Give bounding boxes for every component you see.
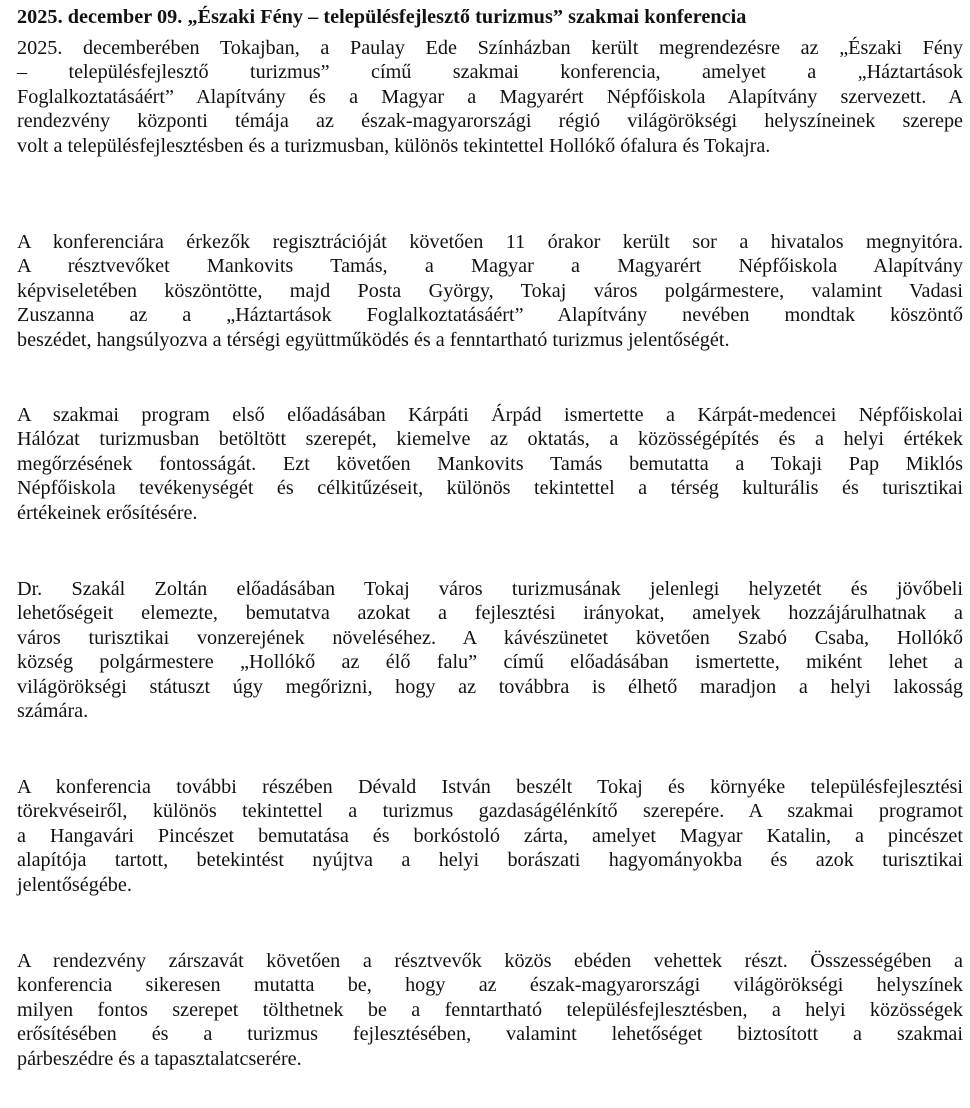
text-line: lehetőségeit elemezte, bemutatva azokat a fejlesztési irányokat, amelyek hozzájárulhatnak a xyxy=(17,602,963,625)
text-line: község polgármestere „Hollókő az élő falu” című előadásában ismertette, miként lehet a xyxy=(17,651,963,674)
paragraph-opening xyxy=(17,36,963,158)
text-line: megőrzésének fontosságát. Ezt követően Mankovits Tamás bemutatta a Tokaji Pap Miklós xyxy=(17,452,963,475)
text-line: számára. xyxy=(17,699,89,722)
text-line: A rendezvény zárszavát követően a résztvevők közös ebéden vehettek részt. Összességében a xyxy=(17,950,963,972)
text-line: város turisztikai vonzerejének növeléséhez. A kávészünetet követően Szabó Csaba, Hollókő xyxy=(17,626,963,649)
text-line: rendezvény központi témája az észak-magyarországi régió világörökségi helyszíneinek szerepe xyxy=(17,110,963,133)
text-line: erősítésében és a turizmus fejlesztésében, valamint lehetőséget biztosított a szakmai xyxy=(17,1023,963,1046)
text-line: világörökségi státuszt úgy megőrizni, hogy az továbbra is élhető maradjon a helyi lakosság xyxy=(17,675,963,698)
paragraph-first-lecture xyxy=(17,403,963,525)
text-line: volt a településfejlesztésben és a turizmusban, különös tekintettel Hollókő ófalura és Tokajra. xyxy=(17,134,771,157)
paragraph-winery xyxy=(17,775,963,897)
text-line: beszédet, hangsúlyozva a térségi együttműködés és a fenntartható turizmus jelentőségét. xyxy=(17,328,730,351)
text-line: A résztvevőket Mankovits Tamás, a Magyar a Magyarért Népfőiskola Alapítvány xyxy=(17,255,963,278)
paragraph-tokaj-holloko xyxy=(17,577,963,723)
text-line: képviseletében köszöntötte, majd Posta György, Tokaj város polgármestere, valamint Vadasi xyxy=(17,279,963,302)
text-line: Zuszanna az a „Háztartások Foglalkoztatásáért” Alapítvány nevében mondtak köszöntő xyxy=(17,304,963,327)
text-line: párbeszédre és a tapasztalatcserére. xyxy=(17,1047,302,1070)
text-line: törekvéseiről, különös tekintettel a turizmus gazdaságélénkítő szerepére. A szakmai programot xyxy=(17,800,963,823)
text-line: konferencia sikeresen mutatta be, hogy az észak-magyarországi világörökségi helyszínek xyxy=(17,974,963,997)
text-line: – településfejlesztő turizmus” című szakmai konferencia, amelyet a „Háztartások xyxy=(17,61,963,84)
text-line: Népfőiskola tevékenységét és célkitűzéseit, különös tekintettel a térség kulturális és turisztikai xyxy=(17,477,963,500)
text-line: értékeinek erősítésére. xyxy=(17,501,198,524)
text-line: 2025. decemberében Tokajban, a Paulay Ede Színházban került megrendezésre az „Északi Fény xyxy=(17,37,963,59)
paragraph-closing xyxy=(17,949,963,1071)
text-line: Foglalkoztatásáért” Alapítvány és a Magyar a Magyarért Népfőiskola Alapítvány szervezett. A xyxy=(17,85,963,108)
text-line: milyen fontos szerepet tölthetnek be a fenntartható településfejlesztésben, a helyi közösségek xyxy=(17,998,963,1021)
text-line: Hálózat turizmusban betöltött szerepét, kiemelve az oktatás, a közösségépítés és a helyi értékek xyxy=(17,428,963,451)
text-line: A konferencia további részében Dévald István beszélt Tokaj és környéke településfejlesztési xyxy=(17,776,963,798)
text-line: A szakmai program első előadásában Kárpáti Árpád ismertette a Kárpát-medencei Népfőiskolai xyxy=(17,404,963,426)
text-line: a Hangavári Pincészet bemutatása és borkóstoló zárta, amelyet Magyar Katalin, a pincészet xyxy=(17,824,963,847)
text-line: alapítója tartott, betekintést nyújtva a helyi borászati hagyományokba és azok turisztikai xyxy=(17,849,963,872)
document-title: 2025. december 09. „Északi Fény – településfejlesztő turizmus” szakmai konferencia xyxy=(17,6,747,28)
text-line: A konferenciára érkezők regisztrációját követően 11 órakor került sor a hivatalos megnyitóra. xyxy=(17,231,963,253)
text-line: Dr. Szakál Zoltán előadásában Tokaj város turizmusának jelenlegi helyzetét és jövőbeli xyxy=(17,578,963,600)
text-line: jelentőségébe. xyxy=(17,873,132,896)
paragraph-opening-ceremony xyxy=(17,230,963,352)
